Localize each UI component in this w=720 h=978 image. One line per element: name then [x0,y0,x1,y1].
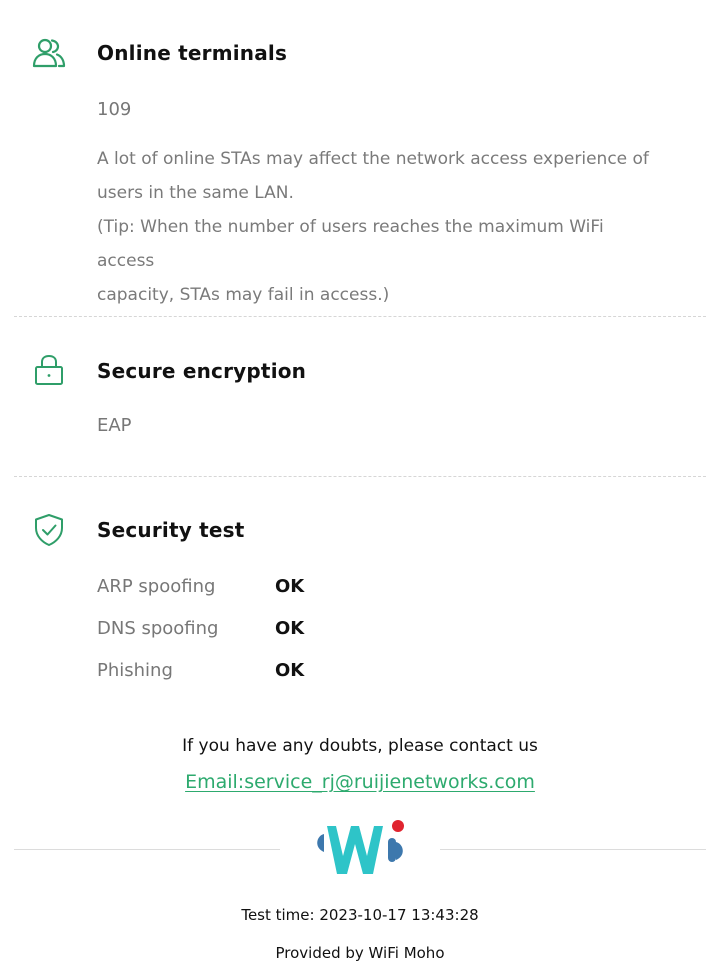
logo-row [0,818,720,884]
online-terminals-section [0,36,720,312]
test-status: OK [275,575,305,597]
secure-encryption-section [0,354,720,438]
security-test-title: Security test [97,518,245,542]
test-row-arp [97,565,660,607]
logo-divider-right [440,849,706,850]
test-row-dns [97,607,660,649]
test-status: OK [275,659,305,681]
security-test-section [0,513,720,691]
description-line: (Tip: When the number of users reaches the maximum WiFi access [97,217,604,271]
section-divider [14,476,706,477]
section-divider [14,316,706,317]
contact-text: If you have any doubts, please contact us [182,736,538,756]
wifi-moho-logo [310,818,410,884]
online-terminals-title: Online terminals [97,41,288,65]
logo-divider-left [14,849,280,850]
test-time: Test time: 2023-10-17 13:43:28 [241,906,479,924]
test-name: DNS spoofing [97,617,219,639]
secure-encryption-title: Secure encryption [97,359,307,383]
online-terminals-description [97,142,660,312]
description-line: A lot of online STAs may affect the network access experience of [97,149,649,169]
encryption-type-value: EAP [97,415,132,436]
shield-check-icon [32,513,66,547]
contact-email-link[interactable]: Email:service_rj@ruijienetworks.com [185,771,535,793]
contact-block [0,732,720,796]
test-row-phishing [97,649,660,691]
test-name: ARP spoofing [97,575,216,597]
test-name: Phishing [97,659,173,681]
provided-by: Provided by WiFi Moho [275,944,445,962]
online-terminals-count: 109 [97,99,132,120]
lock-icon [32,354,66,388]
description-line: users in the same LAN. [97,183,294,203]
users-icon [32,36,66,70]
test-status: OK [275,617,305,639]
description-line: capacity, STAs may fail in access.) [97,285,390,305]
security-test-list [97,565,660,691]
